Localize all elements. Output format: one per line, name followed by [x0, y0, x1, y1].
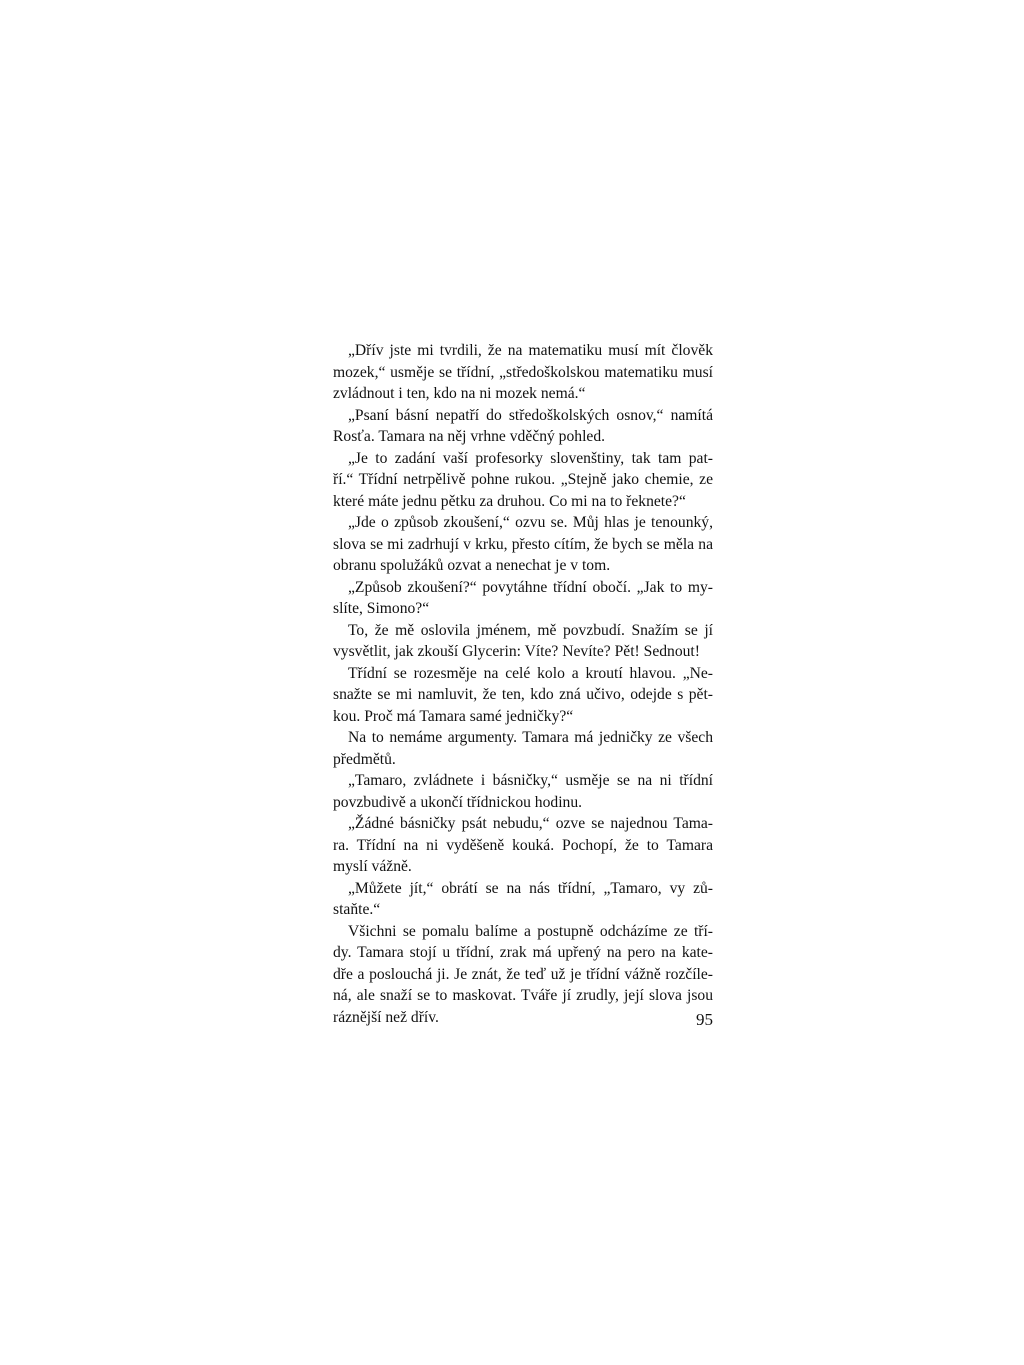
text-line: slova se mi zadrhují v krku, přesto cítím, že bych se měla na [333, 535, 713, 553]
text-line: ná, ale snaží se to maskovat. Tváře jí zrudly, její slova jsou [333, 987, 713, 1004]
text-line: ráznější než dřív. [333, 1008, 439, 1026]
text-line: To, že mě oslovila jménem, mě povzbudí. Snažím se jí [348, 621, 713, 639]
text-line: povzbudivě a ukončí třídnickou hodinu. [333, 793, 583, 811]
text-line: mozek,“ usměje se třídní, „středoškolskou matematiku musí [333, 363, 713, 381]
text-line: dře a poslouchá ji. Je znát, že teď už je třídní vážně rozčíle- [333, 965, 713, 983]
text-line: „Jde o způsob zkoušení,“ ozvu se. Můj hlas je tenounký, [348, 514, 713, 531]
body-text [333, 340, 713, 1028]
text-line: Rosťa. Tamara na něj vrhne vděčný pohled. [333, 428, 606, 445]
text-line: Na to nemáme argumenty. Tamara má jedničky ze všech [348, 729, 713, 746]
text-line: staňte.“ [333, 901, 381, 918]
page-number: 95 [696, 1010, 713, 1029]
text-line: zvládnout i ten, kdo na ni mozek nemá.“ [333, 385, 586, 402]
text-line: ra. Třídní na ni vyděšeně kouká. Pochopí, že to Tamara [333, 836, 713, 854]
text-line: myslí vážně. [333, 858, 412, 875]
text-line: kou. Proč má Tamara samé jedničky?“ [333, 707, 574, 725]
text-line: Třídní se rozesměje na celé kolo a kroutí hlavou. „Ne- [348, 664, 713, 682]
text-line: které máte jednu pětku za druhou. Co mi na to řeknete?“ [333, 492, 686, 510]
text-line: vysvětlit, jak zkouší Glycerin: Víte? Nevíte? Pět! Sednout! [333, 643, 700, 660]
text-line: slíte, Simono?“ [333, 600, 430, 617]
text-line: snažte se mi namluvit, že ten, kdo zná učivo, odejde s pět- [333, 686, 713, 703]
text-line: „Dřív jste mi tvrdili, že na matematiku musí mít člověk [348, 342, 713, 359]
text-line: Všichni se pomalu balíme a postupně odcházíme ze tří- [348, 922, 713, 940]
text-line: dy. Tamara stojí u třídní, zrak má upřený na pero na kate- [333, 944, 713, 961]
text-line: „Způsob zkoušení?“ povytáhne třídní obočí. „Jak to my- [348, 578, 713, 596]
text-line: předmětů. [333, 750, 396, 768]
text-line: „Můžete jít,“ obrátí se na nás třídní, „Tamaro, vy zů- [348, 879, 713, 897]
text-line: „Tamaro, zvládnete i básničky,“ usměje se na ni třídní [348, 772, 713, 789]
text-line: ří.“ Třídní netrpělivě pohne rukou. „Stejně jako chemie, ze [333, 471, 713, 488]
text-line: „Je to zadání vaší profesorky slovenštiny, tak tam pat- [348, 449, 713, 467]
text-line: „Psaní básní nepatří do středoškolských osnov,“ namítá [348, 406, 713, 424]
text-line: obranu spolužáků ozvat a nenechat je v tom. [333, 557, 611, 574]
text-line: „Žádné básničky psát nebudu,“ ozve se najednou Tama- [348, 815, 713, 832]
